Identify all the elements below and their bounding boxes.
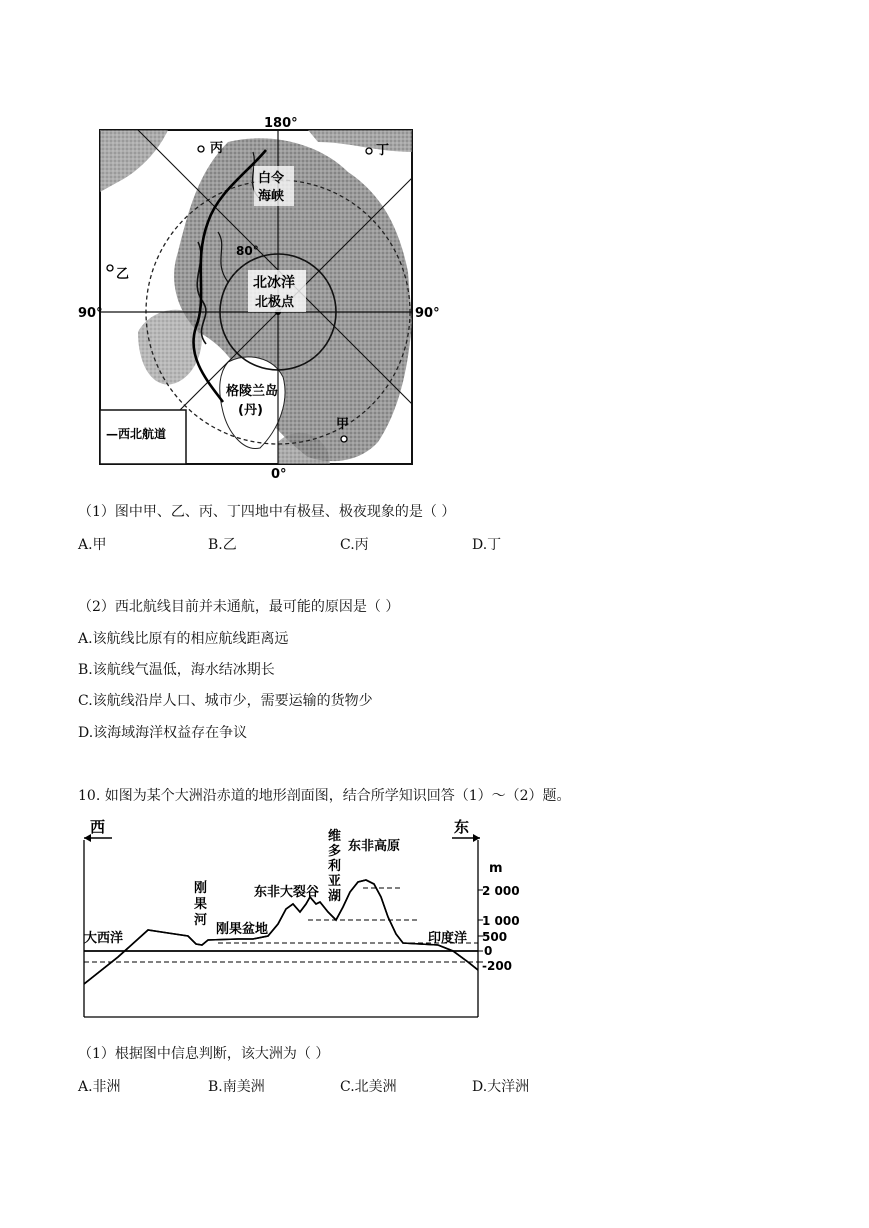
q10-sub1-option-b: B.南美洲: [208, 1079, 265, 1095]
lake-victoria-label-1: 维: [328, 829, 342, 844]
q9-sub1-option-b: B.乙: [208, 537, 237, 553]
tick-500: 500: [482, 930, 508, 944]
q9-sub2-stem: （2）西北航线目前并未通航，最可能的原因是（ ）: [78, 599, 400, 615]
unit-label: m: [489, 861, 503, 876]
lon-90w-label: 90°: [78, 306, 103, 321]
q9-sub2-option-a: A.该航线比原有的相应航线距离远: [78, 631, 289, 647]
arctic-map-figure: [78, 112, 440, 482]
congo-river-label-2: 果: [194, 897, 208, 912]
north-pole-label: 北极点: [255, 295, 295, 310]
q10-stem: 10. 如图为某个大洲沿赤道的地形剖面图，结合所学知识回答（1）～（2）题。: [78, 788, 571, 804]
q10-sub1-option-a: A.非洲: [78, 1079, 121, 1095]
tick-minus-200: -200: [482, 959, 513, 973]
q9-sub2-option-c: C.该航线沿岸人口、城市少，需要运输的货物少: [78, 693, 373, 709]
rift-valley-label: 东非大裂谷: [254, 885, 320, 900]
lake-victoria-label-2: 多: [328, 844, 342, 859]
tick-2000: 2 000: [482, 884, 520, 898]
congo-basin-label: 刚果盆地: [216, 922, 269, 937]
lake-victoria-label-4: 亚: [328, 874, 342, 889]
terrain-profile-figure: [78, 812, 528, 1024]
q9-sub1-option-d: D.丁: [472, 537, 502, 553]
congo-river-label-3: 河: [194, 913, 208, 928]
indian-ocean-label: 印度洋: [428, 931, 468, 946]
q9-sub1-stem: （1）图中甲、乙、丙、丁四地中有极昼、极夜现象的是（ ）: [78, 504, 456, 520]
tick-1000: 1 000: [482, 914, 520, 928]
east-african-plateau-label: 东非高原: [348, 839, 401, 854]
lon-90e-label: 90°: [415, 306, 440, 321]
q9-sub2-option-b: B.该航线气温低，海水结冰期长: [78, 662, 275, 678]
q9-sub1-option-c: C.丙: [340, 537, 369, 553]
west-label: 西: [90, 818, 106, 836]
bering-strait-label-1: 白令: [258, 171, 285, 186]
arctic-ocean-label: 北冰洋: [253, 275, 295, 291]
greenland-denmark-label: (丹): [238, 403, 263, 418]
atlantic-label: 大西洋: [84, 931, 124, 946]
lon-0-label: 0°: [271, 467, 287, 482]
bering-strait-label-2: 海峡: [258, 189, 285, 204]
q10-sub1-option-c: C.北美洲: [340, 1079, 397, 1095]
place-yi-label: 乙: [116, 267, 130, 282]
q10-sub1-option-d: D.大洋洲: [472, 1079, 530, 1095]
greenland-label: 格陵兰岛: [226, 384, 279, 399]
place-jia-label: 甲: [336, 417, 350, 432]
lake-victoria-label-3: 利: [328, 859, 342, 874]
congo-river-label-1: 刚: [194, 881, 208, 896]
place-bing-label: 丙: [210, 141, 224, 156]
lon-180-label: 180°: [264, 116, 298, 131]
tick-0: 0: [484, 944, 493, 958]
q9-sub2-option-d: D.该海域海洋权益存在争议: [78, 725, 248, 741]
q10-sub1-stem: （1）根据图中信息判断，该大洲为（ ）: [78, 1046, 330, 1062]
place-ding-label: 丁: [376, 143, 390, 158]
q9-sub1-option-a: A.甲: [78, 537, 107, 553]
lat-80-label: 80°: [236, 244, 259, 258]
legend-northwest-passage: —西北航道: [106, 427, 167, 441]
lake-victoria-label-5: 湖: [328, 889, 342, 904]
east-label: 东: [454, 818, 470, 836]
